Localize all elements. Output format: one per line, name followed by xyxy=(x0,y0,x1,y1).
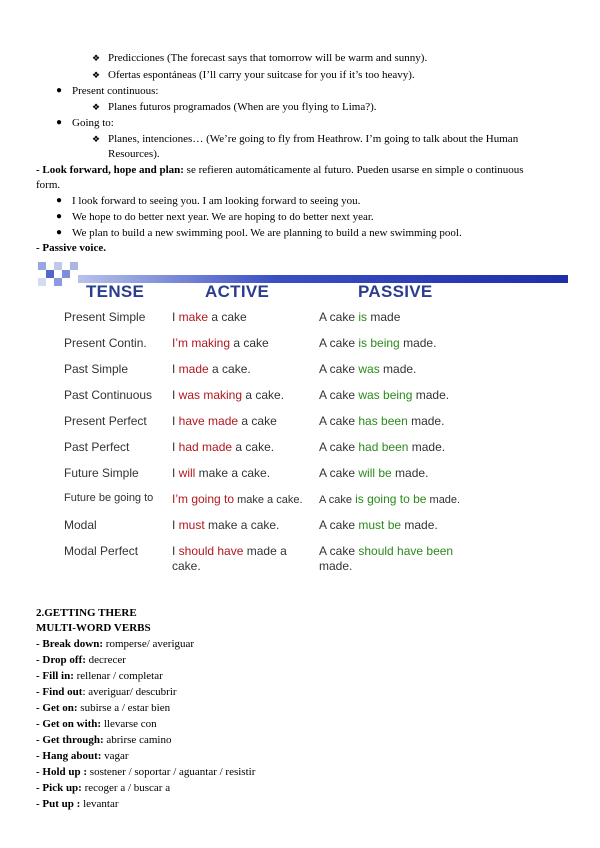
list-item: Predicciones (The forecast says that tomorrow will be warm and sunny). xyxy=(108,52,428,64)
verb-item: - Hang about: vagar xyxy=(36,750,129,762)
passive-cell: A cake will be made. xyxy=(319,466,429,480)
verb-item: - Pick up: recoger a / buscar a xyxy=(36,782,171,794)
list-item: Going to: xyxy=(72,117,114,129)
active-cell: I made a cake. xyxy=(172,362,251,376)
verb-item: - Drop off: decrecer xyxy=(36,654,126,666)
header-passive: PASSIVE xyxy=(358,282,433,301)
list-item: Planes futuros programados (When are you flying to Lima?). xyxy=(108,101,377,113)
look-forward-text: se refieren automáticamente al futuro. Pueden usarse en simple o continuous xyxy=(183,164,524,176)
tense-cell: Future Simple xyxy=(64,466,139,480)
active-cell: I was making a cake. xyxy=(172,388,285,402)
list-item: Ofertas espontáneas (I’ll carry your suitcase for you if it’s too heavy). xyxy=(108,69,415,81)
active-cell: I will make a cake. xyxy=(172,466,271,480)
active-cell: I must make a cake. xyxy=(172,518,280,532)
header-active: ACTIVE xyxy=(205,282,270,301)
bullet-icon: ● xyxy=(56,211,63,222)
decorative-gradient-band xyxy=(78,275,568,283)
passive-cell: A cake is made xyxy=(319,310,401,324)
decorative-square xyxy=(70,262,78,270)
tense-cell: Present Perfect xyxy=(64,414,147,428)
passive-voice-table xyxy=(38,262,568,582)
decorative-square xyxy=(54,278,62,286)
passive-cell: A cake should have been xyxy=(319,544,454,558)
passive-cell: A cake must be made. xyxy=(319,518,438,532)
section-subtitle: MULTI-WORD VERBS xyxy=(36,622,151,634)
diamond-bullet-icon: ❖ xyxy=(92,70,101,80)
diamond-bullet-icon: ❖ xyxy=(92,134,101,144)
decorative-square xyxy=(38,278,46,286)
tense-cell: Modal xyxy=(64,518,97,532)
list-item: Present continuous: xyxy=(72,85,159,97)
decorative-square xyxy=(54,262,62,270)
passive-cell: A cake is going to be made. xyxy=(319,492,461,506)
look-forward-term: - Look forward, hope and plan: xyxy=(36,164,184,176)
verb-item: - Find out: averiguar/ descubrir xyxy=(36,686,177,698)
active-cell-continuation: cake. xyxy=(172,559,201,573)
diamond-bullet-icon: ❖ xyxy=(92,53,101,63)
verb-item: - Break down: romperse/ averiguar xyxy=(36,638,195,650)
look-forward-paragraph xyxy=(36,163,524,177)
active-cell: I make a cake xyxy=(172,310,247,324)
active-cell: I’m going to make a cake. xyxy=(172,492,303,506)
passive-cell: A cake was being made. xyxy=(319,388,450,402)
verb-item: - Get on with: llevarse con xyxy=(36,718,157,730)
active-cell: I’m making a cake xyxy=(172,336,269,350)
verb-item: - Fill in: rellenar / completar xyxy=(36,670,163,682)
decorative-square xyxy=(38,262,46,270)
verb-item: - Put up : levantar xyxy=(36,798,119,810)
passive-cell-continuation: made. xyxy=(319,559,353,573)
bullet-icon: ● xyxy=(56,117,63,128)
passive-cell: A cake is being made. xyxy=(319,336,437,350)
passive-cell: A cake was made. xyxy=(319,362,417,376)
passive-cell: A cake has been made. xyxy=(319,414,445,428)
bullet-icon: ● xyxy=(56,85,63,96)
verb-item: - Get through: abrirse camino xyxy=(36,734,172,746)
list-item: Planes, intenciones… (We’re going to fly from Heathrow. I’m going to talk about the Human xyxy=(108,133,519,145)
verb-item: - Hold up : sostener / soportar / aguantar / resistir xyxy=(36,766,256,778)
passive-voice-heading: - Passive voice. xyxy=(36,242,106,254)
look-forward-text-continuation: form. xyxy=(36,179,61,191)
example-item: We hope to do better next year. We are hoping to do better next year. xyxy=(72,211,374,223)
decorative-square xyxy=(62,270,70,278)
example-item: I look forward to seeing you. I am looking forward to seeing you. xyxy=(72,195,361,207)
tense-cell: Future be going to xyxy=(64,492,154,504)
tense-cell: Present Simple xyxy=(64,310,146,324)
diamond-bullet-icon: ❖ xyxy=(92,102,101,112)
bullet-icon: ● xyxy=(56,195,63,206)
list-item-continuation: Resources). xyxy=(108,148,160,160)
section-title: 2.GETTING THERE xyxy=(36,607,137,619)
tense-cell: Present Contin. xyxy=(64,336,147,350)
tense-cell: Past Continuous xyxy=(64,388,153,402)
active-cell: I had made a cake. xyxy=(172,440,275,454)
active-cell: I have made a cake xyxy=(172,414,277,428)
tense-cell: Past Perfect xyxy=(64,440,130,454)
active-cell: I should have made a xyxy=(172,544,287,558)
bullet-icon: ● xyxy=(56,227,63,238)
header-tense: TENSE xyxy=(86,282,145,301)
tense-cell: Modal Perfect xyxy=(64,544,139,558)
passive-cell: A cake had been made. xyxy=(319,440,446,454)
example-item: We plan to build a new swimming pool. We are planning to build a new swimming pool. xyxy=(72,227,462,239)
decorative-square xyxy=(46,270,54,278)
tense-cell: Past Simple xyxy=(64,362,129,376)
verb-item: - Get on: subirse a / estar bien xyxy=(36,702,171,714)
